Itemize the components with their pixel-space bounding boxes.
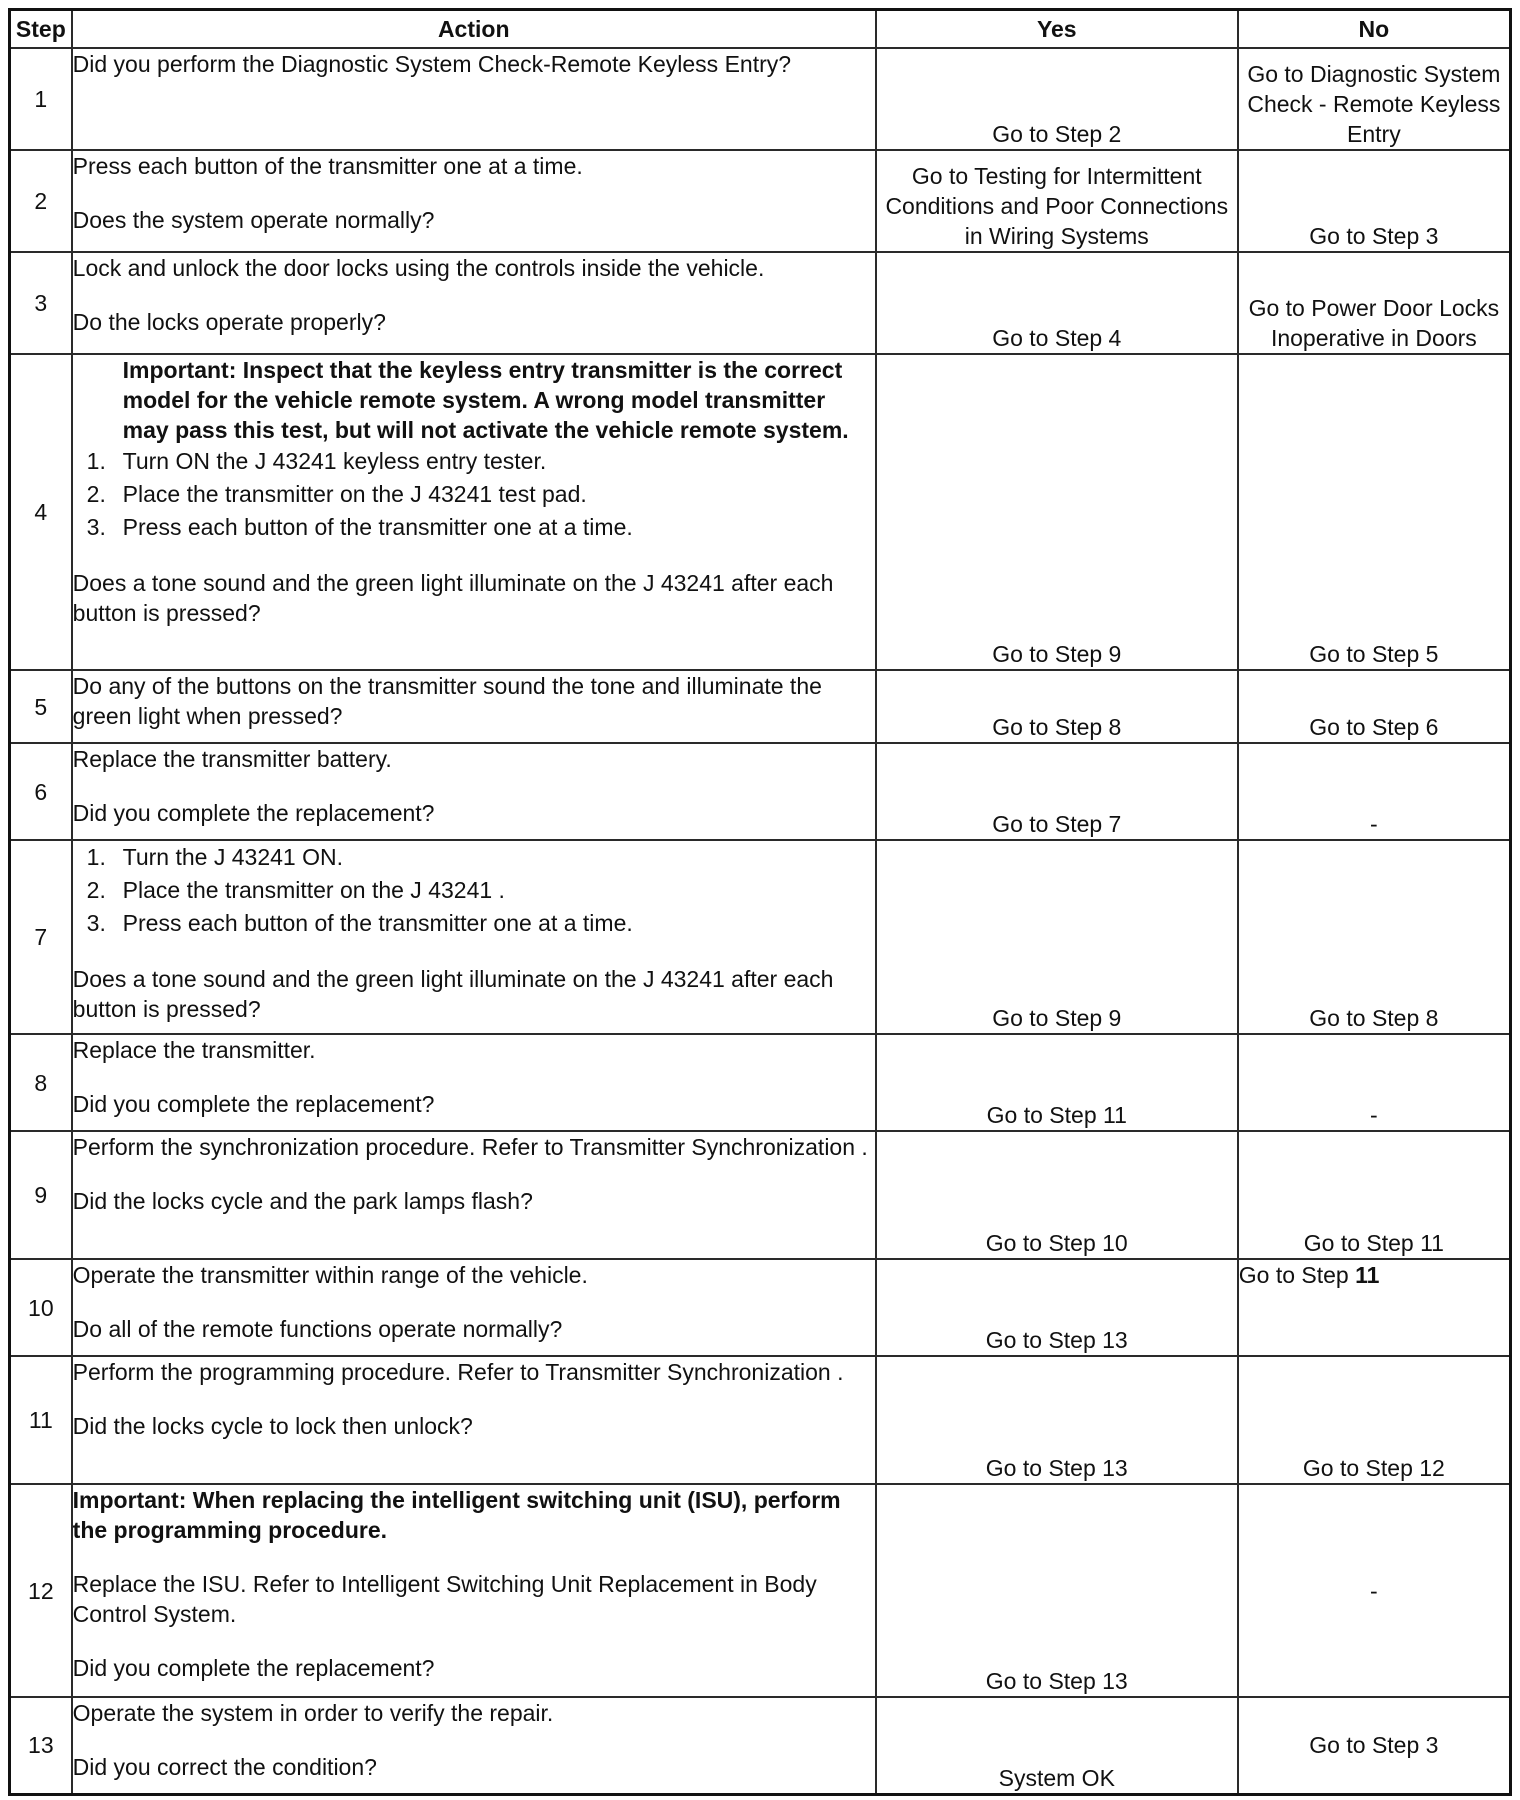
step-number: 13 [10,1697,72,1794]
table-row [10,252,1511,354]
action-question: Did the locks cycle and the park lamps flash? [72,1188,533,1214]
action-question: Did you complete the replacement? [72,1091,435,1117]
step-number: 2 [10,150,72,252]
list-text: Press each button of the transmitter one at a time. [122,910,633,936]
table-row [10,1034,1511,1131]
table-row [10,48,1511,150]
step-number: 3 [10,252,72,354]
no-result: Go to Step 3 [1238,1697,1511,1794]
list-text: Place the transmitter on the J 43241 test pad. [122,481,587,507]
no-result-step: 11 [1355,1262,1380,1288]
list-item [73,874,875,907]
table-row [10,1259,1511,1356]
step-number: 8 [10,1034,72,1131]
action-question: Did you correct the condition? [72,1754,377,1780]
table-row [10,1697,1511,1794]
table-row [10,150,1511,252]
yes-result: Go to Step 9 [876,354,1238,670]
action-instruction: Replace the transmitter. [72,1037,316,1063]
action-question: Did the locks cycle to lock then unlock? [72,1413,473,1439]
yes-result: Go to Step 11 [876,1034,1238,1131]
table-row [10,1131,1511,1259]
action-instruction: Replace the ISU. Refer to Intelligent Switching Unit Replacement in Body Control System. [72,1571,817,1627]
action-question: Do the locks operate properly? [72,309,386,335]
table-row [10,354,1511,670]
yes-result: Go to Testing for Intermittent Conditions and Poor Connections in Wiring Systems [876,150,1238,252]
action-cell [72,1697,876,1794]
action-cell [72,1259,876,1356]
header-row [10,10,1511,49]
header-step: Step [10,10,72,49]
header-yes: Yes [876,10,1238,49]
action-cell [72,1484,876,1697]
list-item [73,478,875,511]
action-cell [72,1034,876,1131]
list-number: 1. [86,448,106,474]
step-number: 11 [10,1356,72,1484]
table-row [10,1484,1511,1697]
table-row [10,1356,1511,1484]
list-text: Turn the J 43241 ON. [122,844,343,870]
no-result: - [1238,743,1511,840]
no-result: Go to Step 5 [1238,354,1511,670]
action-instruction: Perform the programming procedure. Refer to Transmitter Synchronization . [72,1359,844,1385]
no-result: Go to Diagnostic System Check - Remote Keyless Entry [1238,48,1511,150]
important-note: Important: When replacing the intelligent switching unit (ISU), perform the programming procedure. [72,1487,841,1543]
action-cell [72,1356,876,1484]
step-number: 1 [10,48,72,150]
step-number: 6 [10,743,72,840]
no-result: Go to Step 12 [1238,1356,1511,1484]
action-question: Does the system operate normally? [72,207,435,233]
no-result: Go to Step 3 [1238,150,1511,252]
table-row [10,670,1511,743]
list-text: Place the transmitter on the J 43241 . [122,877,505,903]
step-number: 9 [10,1131,72,1259]
yes-result: Go to Step 9 [876,840,1238,1034]
action-cell [72,1131,876,1259]
yes-result: Go to Step 13 [876,1356,1238,1484]
action-instruction: Operate the system in order to verify the repair. [72,1700,554,1726]
list-number: 2. [86,481,106,507]
no-result-prefix: Go to Step [1238,1262,1356,1288]
important-note: Important: Inspect that the keyless entry transmitter is the correct model for the vehicle remote system. A wrong model transmitter may pass this test, but will not activate the vehicle remote system. [122,357,849,443]
action-instruction: Perform the synchronization procedure. Refer to Transmitter Synchronization . [72,1134,868,1160]
list-number: 1. [86,844,106,870]
table-row [10,743,1511,840]
list-number: 3. [86,910,106,936]
action-instruction: Lock and unlock the door locks using the controls inside the vehicle. [72,255,765,281]
no-result: Go to Step 11 [1238,1131,1511,1259]
diagnostic-table [8,8,1512,1796]
action-cell [72,743,876,840]
yes-result: Go to Step 8 [876,670,1238,743]
step-number: 4 [10,354,72,670]
action-question: Did you complete the replacement? [72,1655,435,1681]
yes-result: Go to Step 10 [876,1131,1238,1259]
action-question: Does a tone sound and the green light illuminate on the J 43241 after each button is pressed? [72,570,834,626]
list-item [73,907,875,940]
list-text: Turn ON the J 43241 keyless entry tester. [122,448,547,474]
action-question: Do all of the remote functions operate normally? [72,1316,563,1342]
action-instruction: Press each button of the transmitter one at a time. [72,153,583,179]
action-cell [72,252,876,354]
list-number: 2. [86,877,106,903]
step-number: 7 [10,840,72,1034]
yes-result: System OK [876,1697,1238,1794]
action-cell [72,150,876,252]
no-result: Go to Step 8 [1238,840,1511,1034]
yes-result: Go to Step 13 [876,1484,1238,1697]
list-item [73,841,875,874]
action-cell [72,670,876,743]
no-result: Go to Power Door Locks Inoperative in Doors [1238,252,1511,354]
action-question: Did you perform the Diagnostic System Check-Remote Keyless Entry? [72,51,792,77]
yes-result: Go to Step 2 [876,48,1238,150]
action-instruction: Replace the transmitter battery. [72,746,392,772]
list-item [73,511,875,544]
yes-result: Go to Step 4 [876,252,1238,354]
action-cell [72,840,876,1034]
step-number: 12 [10,1484,72,1697]
action-question: Did you complete the replacement? [72,800,435,826]
action-instruction: Operate the transmitter within range of the vehicle. [72,1262,588,1288]
list-item [73,445,875,478]
no-result [1238,1259,1511,1356]
no-result: - [1238,1484,1511,1697]
header-no: No [1238,10,1511,49]
no-result: - [1238,1034,1511,1131]
yes-result: Go to Step 13 [876,1259,1238,1356]
table-row [10,840,1511,1034]
header-action: Action [72,10,876,49]
list-number: 3. [86,514,106,540]
action-cell [72,354,876,670]
step-number: 10 [10,1259,72,1356]
list-text: Press each button of the transmitter one at a time. [122,514,633,540]
step-number: 5 [10,670,72,743]
action-question: Does a tone sound and the green light illuminate on the J 43241 after each button is pressed? [72,966,834,1022]
action-cell [72,48,876,150]
action-question: Do any of the buttons on the transmitter sound the tone and illuminate the green light when pressed? [72,673,822,729]
yes-result: Go to Step 7 [876,743,1238,840]
no-result: Go to Step 6 [1238,670,1511,743]
